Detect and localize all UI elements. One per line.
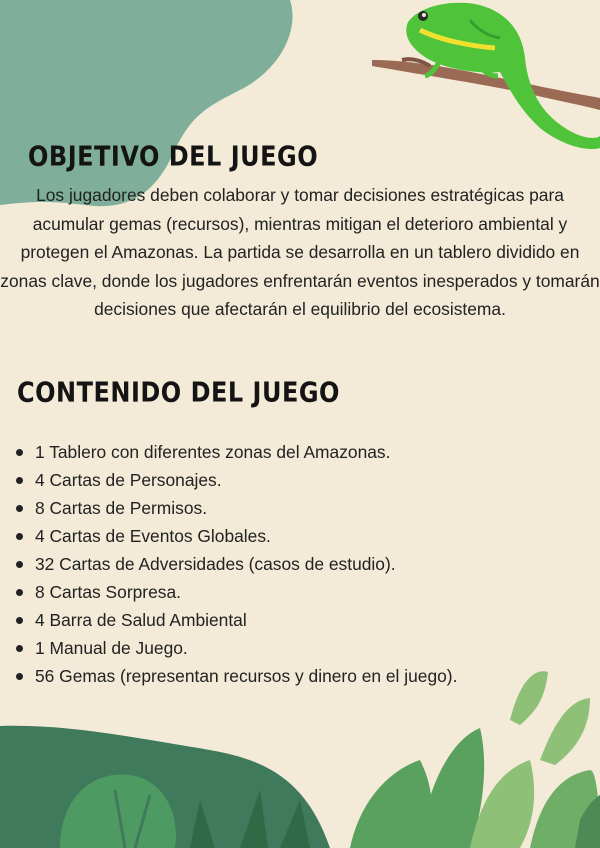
contents-list	[14, 438, 457, 690]
list-item: 4 Barra de Salud Ambiental	[14, 606, 457, 634]
objective-paragraph: Los jugadores deben colaborar y tomar decisiones estratégicas para acumular gemas (recursos), mientras mitigan el deterioro ambiental y protegen el Amazonas. La partida se desarrolla en un tablero dividido en zonas clave, donde los jugadores enfrentarán eventos inesperados y tomarán decisiones que afectarán el equilibrio del ecosistema.	[0, 185, 600, 320]
list-item: 32 Cartas de Adversidades (casos de estudio).	[14, 550, 457, 578]
list-item: 8 Cartas de Permisos.	[14, 494, 457, 522]
list-item: 4 Cartas de Personajes.	[14, 466, 457, 494]
list-item: 1 Tablero con diferentes zonas del Amazonas.	[14, 438, 457, 466]
contents-heading: CONTENIDO DEL JUEGO	[17, 376, 340, 409]
list-item: 8 Cartas Sorpresa.	[14, 578, 457, 606]
list-item: 4 Cartas de Eventos Globales.	[14, 522, 457, 550]
list-item: 56 Gemas (representan recursos y dinero en el juego).	[14, 662, 457, 690]
list-item: 1 Manual de Juego.	[14, 634, 457, 662]
objective-heading: OBJETIVO DEL JUEGO	[28, 140, 319, 173]
